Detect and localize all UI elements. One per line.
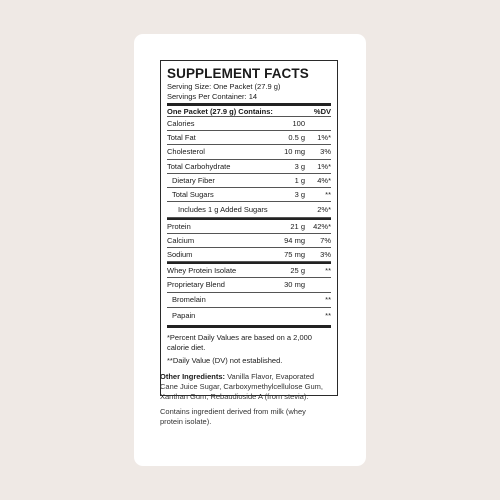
nutrient-dv: **	[325, 190, 331, 200]
nutrient-dv: 1%*	[317, 161, 331, 171]
nutrient-amount: 10 mg	[284, 147, 305, 157]
nutrient-name: Whey Protein Isolate	[167, 266, 237, 276]
nutrient-name: Calories	[167, 119, 195, 129]
facts-row-bromelain	[167, 293, 331, 309]
facts-row-papain	[167, 308, 331, 324]
nutrient-name: Proprietary Blend	[167, 280, 225, 290]
ingredients-text: Vanilla Flavor, Evaporated Cane Juice Sugar, Carboxymethylcellulose Gum, Xanthan Gum, Rebaudioside A (from stevia).	[160, 372, 323, 401]
nutrient-dv: **	[325, 311, 331, 321]
nutrient-name: Dietary Fiber	[172, 175, 215, 185]
nutrient-amount: 21 g	[290, 221, 305, 231]
header-dv: %DV	[313, 106, 331, 116]
nutrient-dv: 42%*	[313, 221, 331, 231]
facts-header-row	[167, 106, 331, 117]
facts-row-dietary-fiber	[167, 174, 331, 188]
facts-row-sodium	[167, 248, 331, 262]
nutrient-name: Papain	[172, 311, 196, 321]
nutrient-amount: 75 mg	[284, 250, 305, 260]
nutrient-amount: 30 mg	[284, 280, 305, 290]
facts-row-total-carbohydrate	[167, 160, 331, 174]
product-info-card	[134, 34, 366, 466]
facts-row-added-sugars	[167, 202, 331, 218]
nutrient-amount: 94 mg	[284, 235, 305, 245]
nutrient-dv: 4%*	[317, 175, 331, 185]
nutrient-dv: 2%*	[317, 204, 331, 214]
nutrient-amount: 1 g	[294, 175, 305, 185]
facts-row-protein	[167, 220, 331, 234]
allergen-statement: Contains ingredient derived from milk (whey protein isolate).	[160, 407, 306, 426]
facts-row-calories	[167, 117, 331, 131]
facts-row-calcium	[167, 234, 331, 248]
nutrient-name: Sodium	[167, 250, 193, 260]
footnote-dv-not-established: **Daily Value (DV) not established.	[167, 355, 283, 365]
nutrient-name: Calcium	[167, 235, 195, 245]
nutrient-dv: **	[325, 295, 331, 305]
serving-size: Serving Size: One Packet (27.9 g)	[167, 82, 281, 91]
nutrient-dv: 3%	[320, 147, 331, 157]
nutrient-dv: 7%	[320, 235, 331, 245]
nutrient-name: Protein	[167, 221, 191, 231]
nutrient-name: Includes 1 g Added Sugars	[178, 204, 268, 214]
facts-row-total-fat	[167, 131, 331, 145]
supplement-facts-panel	[160, 60, 338, 396]
servings-per-container: Servings Per Container: 14	[167, 92, 258, 101]
nutrient-dv: **	[325, 266, 331, 276]
nutrient-name: Total Carbohydrate	[167, 161, 231, 171]
panel-title: SUPPLEMENT FACTS	[167, 66, 309, 81]
nutrient-name: Total Sugars	[172, 190, 214, 200]
ingredients-section	[160, 372, 328, 432]
nutrient-amount: 3 g	[294, 190, 305, 200]
nutrient-name: Total Fat	[167, 133, 196, 143]
header-label: One Packet (27.9 g) Contains:	[167, 106, 273, 116]
nutrient-amount: 25 g	[290, 266, 305, 276]
thick-divider	[167, 325, 331, 328]
footnote-daily-values: *Percent Daily Values are based on a 2,000 calorie diet.	[167, 332, 312, 352]
nutrient-dv: 3%	[320, 250, 331, 260]
facts-row-total-sugars	[167, 188, 331, 202]
other-ingredients	[160, 372, 328, 402]
nutrient-name: Bromelain	[172, 295, 206, 305]
facts-row-cholesterol	[167, 145, 331, 159]
nutrient-dv: 1%*	[317, 133, 331, 143]
nutrient-amount: 100	[292, 119, 305, 129]
nutrient-amount: 3 g	[294, 161, 305, 171]
facts-row-whey-protein-isolate	[167, 264, 331, 278]
nutrient-name: Cholesterol	[167, 147, 205, 157]
footnotes	[167, 333, 331, 366]
nutrient-amount: 0.5 g	[288, 133, 305, 143]
facts-row-proprietary-blend	[167, 278, 331, 292]
ingredients-label: Other Ingredients:	[160, 372, 226, 381]
